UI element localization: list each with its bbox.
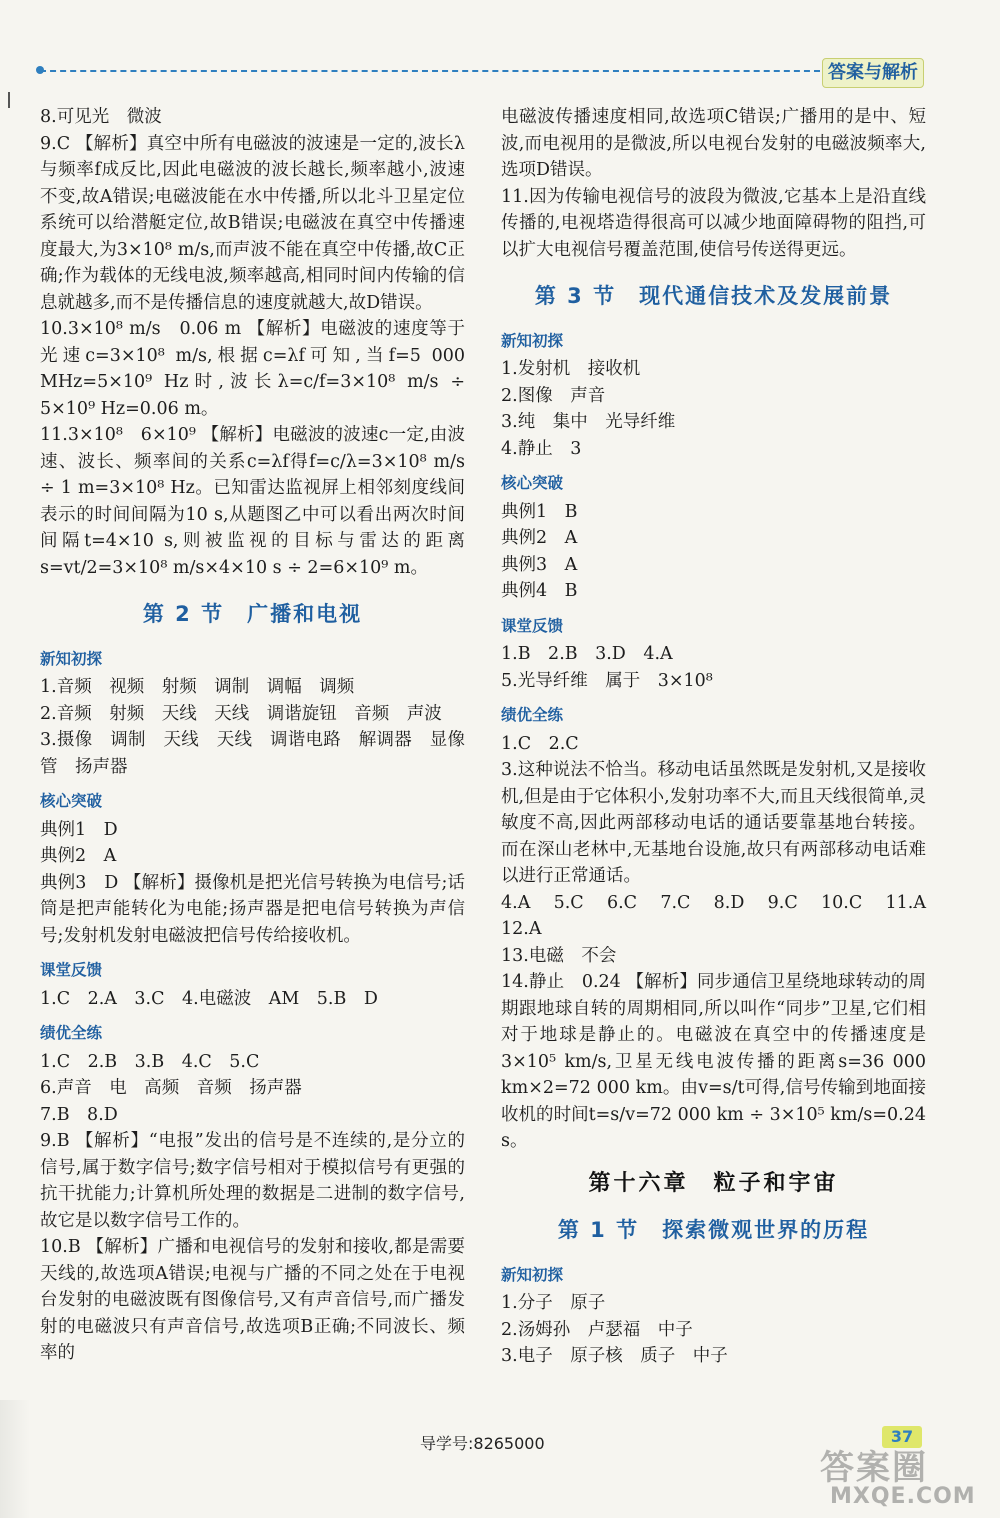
answer-paragraph: 2.音频 射频 天线 天线 调谐旋钮 音频 声波	[40, 703, 442, 724]
subsection-label: 新知初探	[501, 331, 564, 350]
header-badge: 答案与解析	[822, 58, 924, 88]
answer-paragraph: 9.B 【解析】“电报”发出的信号是不连续的,是分立的信号,属于数字信号;数字信号相对于模拟信号有更强的抗干扰能力;计算机所处理的数据是二进制的数字信号,故它是以数字信号工作的。	[40, 1131, 465, 1231]
answer-paragraph: 4.A 5.C 6.C 7.C 8.D 9.C 10.C 11.A 12.A	[501, 892, 944, 939]
answer-paragraph: 2.图像 声音	[501, 385, 606, 406]
subsection-label: 课堂反馈	[501, 616, 564, 635]
answer-paragraph: 1.音频 视频 射频 调制 调幅 调频	[40, 677, 355, 697]
answer-paragraph: 典例1 D	[40, 819, 118, 840]
header-rule	[40, 70, 820, 72]
answer-paragraph: 13.电磁 不会	[501, 945, 617, 966]
answer-paragraph: 7.B 8.D	[40, 1104, 118, 1125]
answer-paragraph: 3.电子 原子核 质子 中子	[501, 1346, 728, 1366]
subsection-label: 新知初探	[501, 1265, 564, 1284]
answer-paragraph: 3.摄像 调制 天线 天线 调谐电路 解调器 显像管 扬声器	[40, 730, 465, 777]
answer-paragraph: 8.可见光 微波	[40, 107, 162, 127]
answer-paragraph: 1.B 2.B 3.D 4.A	[501, 644, 673, 664]
answer-paragraph: 2.汤姆孙 卢瑟福 中子	[501, 1319, 693, 1340]
answer-paragraph: 典例3 A	[501, 554, 578, 575]
answer-paragraph: 11.3×10⁸ 6×10⁹ 【解析】电磁波的波速c一定,由波速、波长、频率间的关系c=λf得f=c/λ=3×10⁸ m/s ÷ 1 m=3×10⁸ Hz。已知雷达监视屏上相邻刻度线间表示的时间间隔为10 s,从题图乙中可以看出两次时间间隔t=4×10 s,则被监视的目标与雷达的距离s=vt/2=3×10⁸ m/s×4×10 s ÷ 2=6×10⁹ m。	[40, 425, 465, 578]
margin-mark	[8, 92, 10, 108]
subsection-label: 绩优全练	[501, 706, 564, 724]
chapter-heading: 第十六章 粒子和宇宙	[588, 1170, 839, 1196]
answer-paragraph: 10.B 【解析】广播和电视信号的发射和接收,都是需要天线的,故选项A错误;电视与广播的不同之处在于电视台发射的电磁波既有图像信号,又有声音信号,而广播发射的电磁波只有声音信号,故选项B正确;不同波长、频率的	[40, 1237, 465, 1363]
answer-paragraph: 1.C 2.A 3.C 4.电磁波 AM 5.B D	[40, 988, 378, 1009]
answer-paragraph: 5.光导纤维 属于 3×10⁸	[501, 670, 713, 691]
answer-paragraph: 10.3×10⁸ m/s 0.06 m 【解析】电磁波的速度等于光速c=3×10⁸ m/s,根据c=λf可知,当f=5 000 MHz=5×10⁹ Hz时,波长λ=c/f=3×10⁸ m/s ÷ 5×10⁹ Hz=0.06 m。	[40, 319, 465, 419]
page-number: 37	[882, 1426, 922, 1448]
subsection-label: 新知初探	[40, 649, 103, 668]
answer-paragraph: 1.C 2.B 3.B 4.C 5.C	[40, 1051, 260, 1072]
watermark-line2: MXQE.COM	[830, 1484, 976, 1509]
answer-paragraph: 1.发射机 接收机	[501, 359, 641, 379]
answer-paragraph: 典例2 A	[40, 846, 117, 866]
answer-paragraph: 3.这种说法不恰当。移动电话虽然既是发射机,又是接收机,但是由于它体积小,发射功率不大,而且天线很简单,灵敏度不高,因此两部移动电话的通话要靠基地台转接。而在深山老林中,无基地台设施,故只有两部移动电话难以进行正常通话。	[501, 760, 926, 886]
answer-paragraph: 1.分子 原子	[501, 1293, 606, 1313]
subsection-label: 核心突破	[40, 792, 103, 810]
answer-paragraph: 11.因为传输电视信号的波段为微波,它基本上是沿直线传播的,电视塔造得很高可以减少地面障碍物的阻挡,可以扩大电视信号覆盖范围,使信号传送得更远。	[501, 186, 926, 260]
answer-paragraph: 典例1 B	[501, 501, 578, 522]
answer-paragraph: 9.C 【解析】真空中所有电磁波的波速是一定的,波长λ与频率f成反比,因此电磁波的波长越长,频率越小,波速不变,故A错误;电磁波能在水中传播,所以北斗卫星定位系统可以给潜艇定位,故B错误;电磁波在真空中传播速度最大,为3×10⁸ m/s,而声波不能在真空中传播,故C正确;作为载体的无线电波,频率越高,相同时间内传输的信息就越多,而不是传播信息的速度就越大,故D错误。	[40, 133, 465, 313]
answer-paragraph: 典例3 D 【解析】摄像机是把光信号转换为电信号;话筒是把声能转化为电能;扬声器是把电信号转换为声信号;发射机发射电磁波把信号传给接收机。	[40, 872, 465, 946]
subsection-label: 绩优全练	[40, 1024, 103, 1042]
watermark-logo	[820, 1440, 990, 1512]
right-column	[501, 104, 944, 1370]
section-heading: 第 1 节 探索微观世界的历程	[557, 1218, 870, 1242]
answer-paragraph: 4.静止 3	[501, 438, 582, 459]
answer-paragraph: 3.纯 集中 光导纤维	[501, 412, 676, 432]
footer-code: 导学号:8265000	[420, 1434, 545, 1453]
left-column	[40, 104, 465, 1367]
subsection-label: 核心突破	[501, 474, 564, 492]
subsection-label: 课堂反馈	[40, 961, 103, 979]
watermark-line1: 答案圈	[820, 1448, 928, 1488]
answer-paragraph: 14.静止 0.24 【解析】同步通信卫星绕地球转动的周期跟地球自转的周期相同,所以叫作“同步”卫星,它们相对于地球是静止的。电磁波在真空中的传播速度是3×10⁵ km/s,卫星无线电波传播的距离s=36 000 km×2=72 000 km。由v=s/t可得,信号传输到地面接收机的时间t=s/v=72 000 km ÷ 3×10⁵ km/s=0.24 s。	[501, 972, 926, 1151]
answer-paragraph: 电磁波传播速度相同,故选项C错误;广播用的是中、短波,而电视用的是微波,所以电视台发射的电磁波频率大,选项D错误。	[501, 107, 926, 180]
answer-paragraph: 1.C 2.C	[501, 733, 579, 754]
answer-paragraph: 6.声音 电 高频 音频 扬声器	[40, 1078, 302, 1098]
section-heading: 第 3 节 现代通信技术及发展前景	[534, 284, 893, 308]
page-edge-shadow	[0, 1400, 30, 1518]
section-heading: 第 2 节 广播和电视	[142, 602, 363, 626]
answer-paragraph: 典例4 B	[501, 581, 578, 601]
answer-paragraph: 典例2 A	[501, 528, 578, 548]
